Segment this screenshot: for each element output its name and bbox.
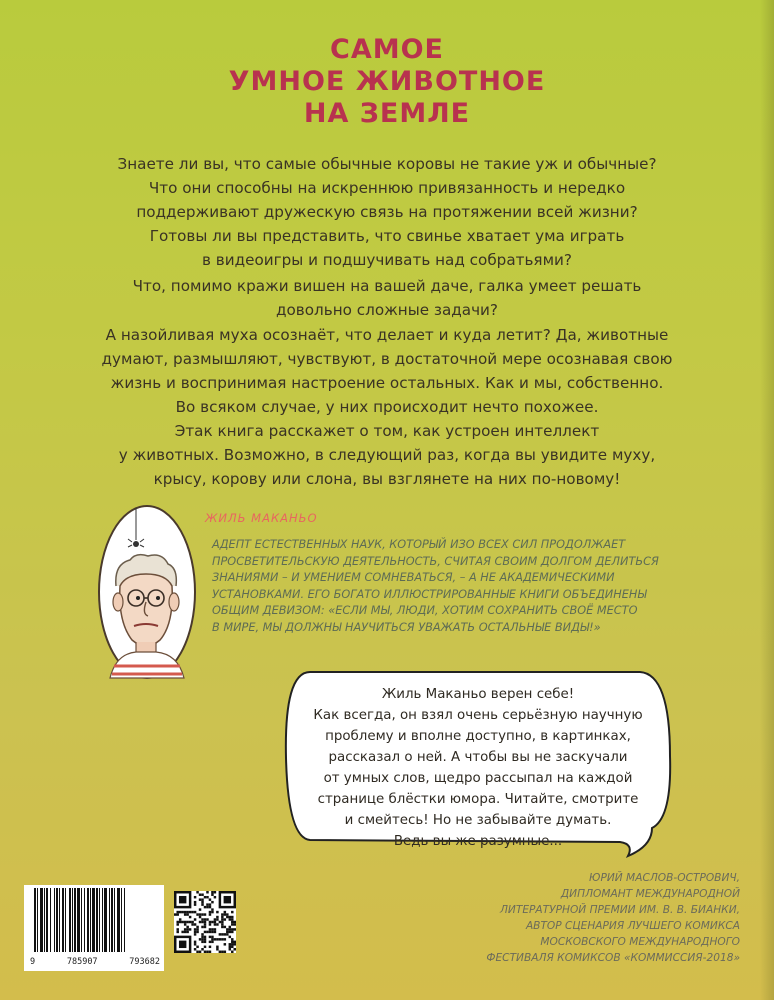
paragraph-1 bbox=[90, 152, 684, 272]
barcode-digit-group: 9 bbox=[30, 957, 36, 967]
bubble-line: Ведь вы же разумные... bbox=[393, 834, 563, 849]
bubble-line: проблему и вполне доступно, в картинках, bbox=[325, 729, 631, 744]
text-line: А назойливая муха осознаёт, что делает и куда летит? Да, животные bbox=[105, 326, 669, 344]
text-line: Готовы ли вы представить, что свинье хватает ума играть bbox=[149, 227, 625, 245]
text-line: Знаете ли вы, что самые обычные коровы не такие уж и обычные? bbox=[117, 155, 657, 173]
text-line: довольно сложные задачи? bbox=[276, 301, 498, 319]
author-portrait bbox=[96, 502, 198, 680]
text-line: у животных. Возможно, в следующий раз, когда вы увидите муху, bbox=[118, 446, 656, 464]
reviewer-line: ФЕСТИВАЛЯ КОМИКСОВ «КОММИССИЯ-2018» bbox=[486, 952, 740, 964]
text-line: крысу, корову или слона, вы взглянете на них по-новому! bbox=[153, 470, 621, 488]
bio-line: АДЕПТ ЕСТЕСТВЕННЫХ НАУК, КОТОРЫЙ ИЗО ВСЕХ СИЛ ПРОДОЛЖАЕТ bbox=[212, 538, 626, 551]
bubble-line: от умных слов, щедро рассыпал на каждой bbox=[323, 771, 633, 786]
paragraph-2 bbox=[90, 274, 684, 322]
bubble-line: рассказал о ней. А чтобы вы не заскучали bbox=[328, 750, 628, 765]
title-line-1: САМОЕ bbox=[330, 34, 444, 65]
text-line: Что они способны на искреннюю привязанность и нередко bbox=[148, 179, 626, 197]
bubble-line: странице блёстки юмора. Читайте, смотрите bbox=[317, 792, 639, 807]
text-line: в видеоигры и подшучивать над собратьями? bbox=[202, 251, 572, 269]
barcode-digit-group: 793682 bbox=[129, 957, 160, 967]
reviewer-line: ДИПЛОМАНТ МЕЖДУНАРОДНОЙ bbox=[560, 888, 740, 900]
bio-line: ПРОСВЕТИТЕЛЬСКУЮ ДЕЯТЕЛЬНОСТЬ, СЧИТАЯ СВОИМ ДОЛГОМ ДЕЛИТЬСЯ bbox=[212, 554, 659, 568]
reviewer-line: ЮРИЙ МАСЛОВ-ОСТРОВИЧ, bbox=[589, 872, 740, 884]
text-line: поддерживают дружескую связь на протяжении всей жизни? bbox=[136, 203, 638, 221]
reviewer-line: АВТОР СЦЕНАРИЯ ЛУЧШЕГО КОМИКСА bbox=[525, 920, 740, 932]
reviewer-credit bbox=[470, 870, 740, 966]
barcode-digits bbox=[30, 957, 160, 967]
reviewer-line: ЛИТЕРАТУРНОЙ ПРЕМИИ ИМ. В. В. БИАНКИ, bbox=[499, 904, 740, 916]
bubble-text bbox=[286, 684, 670, 852]
bubble-line: Как всегда, он взял очень серьёзную научную bbox=[313, 708, 643, 723]
spine-shadow bbox=[760, 0, 774, 1000]
text-line: Во всяком случае, у них происходит нечто похожее. bbox=[175, 398, 599, 416]
text-line: жизнь и воспринимая настроение остальных. Как и мы, собственно. bbox=[110, 374, 664, 392]
bio-line: УСТАНОВКАМИ. ЕГО БОГАТО ИЛЛЮСТРИРОВАННЫЕ КНИГИ ОБЪЕДИНЕНЫ bbox=[212, 587, 647, 601]
paragraph-4 bbox=[90, 419, 684, 491]
bio-line: ЗНАНИЯМИ – И УМЕНИЕМ СОМНЕВАТЬСЯ, – А НЕ АКАДЕМИЧЕСКИМИ bbox=[212, 571, 615, 584]
bubble-line: и смейтесь! Но не забывайте думать. bbox=[344, 813, 612, 828]
title-line-3: НА ЗЕМЛЕ bbox=[303, 98, 471, 129]
text-line: Этак книга расскажет о том, как устроен интеллект bbox=[174, 422, 600, 440]
qr-code-icon bbox=[174, 891, 236, 953]
barcode-icon bbox=[32, 888, 158, 954]
author-name: ЖИЛЬ МАКАНЬО bbox=[205, 511, 318, 525]
title-line-2: УМНОЕ ЖИВОТНОЕ bbox=[228, 66, 546, 97]
cover-title bbox=[0, 34, 774, 130]
bio-line: В МИРЕ, МЫ ДОЛЖНЫ НАУЧИТЬСЯ УВАЖАТЬ ОСТАЛЬНЫЕ ВИДЫ!» bbox=[212, 620, 601, 634]
text-line: думают, размышляют, чувствуют, в достаточной мере осознавая свою bbox=[101, 350, 673, 368]
barcode-digit-group: 785907 bbox=[66, 957, 98, 967]
reviewer-line: МОСКОВСКОГО МЕЖДУНАРОДНОГО bbox=[540, 936, 740, 948]
author-bio bbox=[212, 537, 682, 636]
paragraph-3 bbox=[90, 323, 684, 419]
text-line: Что, помимо кражи вишен на вашей даче, галка умеет решать bbox=[132, 277, 642, 295]
bubble-line: Жиль Маканьо верен себе! bbox=[381, 687, 575, 702]
bio-line: ОБЩИМ ДЕВИЗОМ: «ЕСЛИ МЫ, ЛЮДИ, ХОТИМ СОХРАНИТЬ СВОЁ МЕСТО bbox=[212, 604, 638, 617]
